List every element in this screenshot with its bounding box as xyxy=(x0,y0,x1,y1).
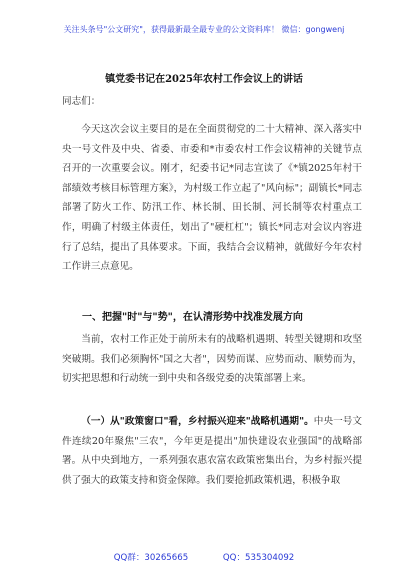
header-promo-note: 关注头条号"公文研究"，获得最新最全最专业的公文资料库！ 微信：gongwenj xyxy=(63,25,345,34)
paragraph-situation: 当前，农村工作正处于前所未有的战略机遇期、转型关键期和攻坚突破期。我们必须胸怀"国之大者"，因势而谋、应势而动、顺势而为，切实把思想和行动统一到中央和各级党委的决策部署上来。 xyxy=(62,334,362,385)
paragraph-intro: 今天这次会议主要目的是在全面贯彻党的二十大精神、深入落实中央一号文件及中央、省委、市委和*市委农村工作会议精神的关键节点召开的一次重要会议。刚才，纪委书记*同志宣读了《*镇2025年村干部绩效考核目标管理方案》，为村级工作立起了"风向标"；副镇长*同志部署了防火工作、防汛工作、林长制、田长制、河长制等农村重点工作，明确了村级主体责任，划出了"硬杠杠"；镇长*同志对会议内容进行了总结，提出了具体要求。下面，我结合会议精神，就做好今年农村工作讲三点意见。 xyxy=(62,124,362,273)
paragraph-policy-window-text: 中央一号文件连续20年聚焦"三农"，今年更是提出"加快建设农业强国"的战略部署。从中央到地方，一系列强农惠农富农政策密集出台，为乡村振兴提供了强大的政策支持和资金保障。我们要抢抓政策机遇，积极争取 xyxy=(62,416,363,486)
footer-qq: QQ：535304092 xyxy=(222,553,295,563)
greeting: 同志们： xyxy=(62,96,101,107)
subheading-policy-window: （一）从"政策窗口"看，乡村振兴迎来"战略机遇期"。 xyxy=(81,416,314,427)
footer-contact xyxy=(0,551,408,563)
paragraph-policy-window xyxy=(62,412,362,490)
document-title: 镇党委书记在2025年农村工作会议上的讲话 xyxy=(105,74,303,85)
section-heading-1: 一、把握"时"与"势"，在认清形势中找准发展方向 xyxy=(82,312,303,323)
footer-qq-group: QQ群：30265665 xyxy=(113,553,189,563)
